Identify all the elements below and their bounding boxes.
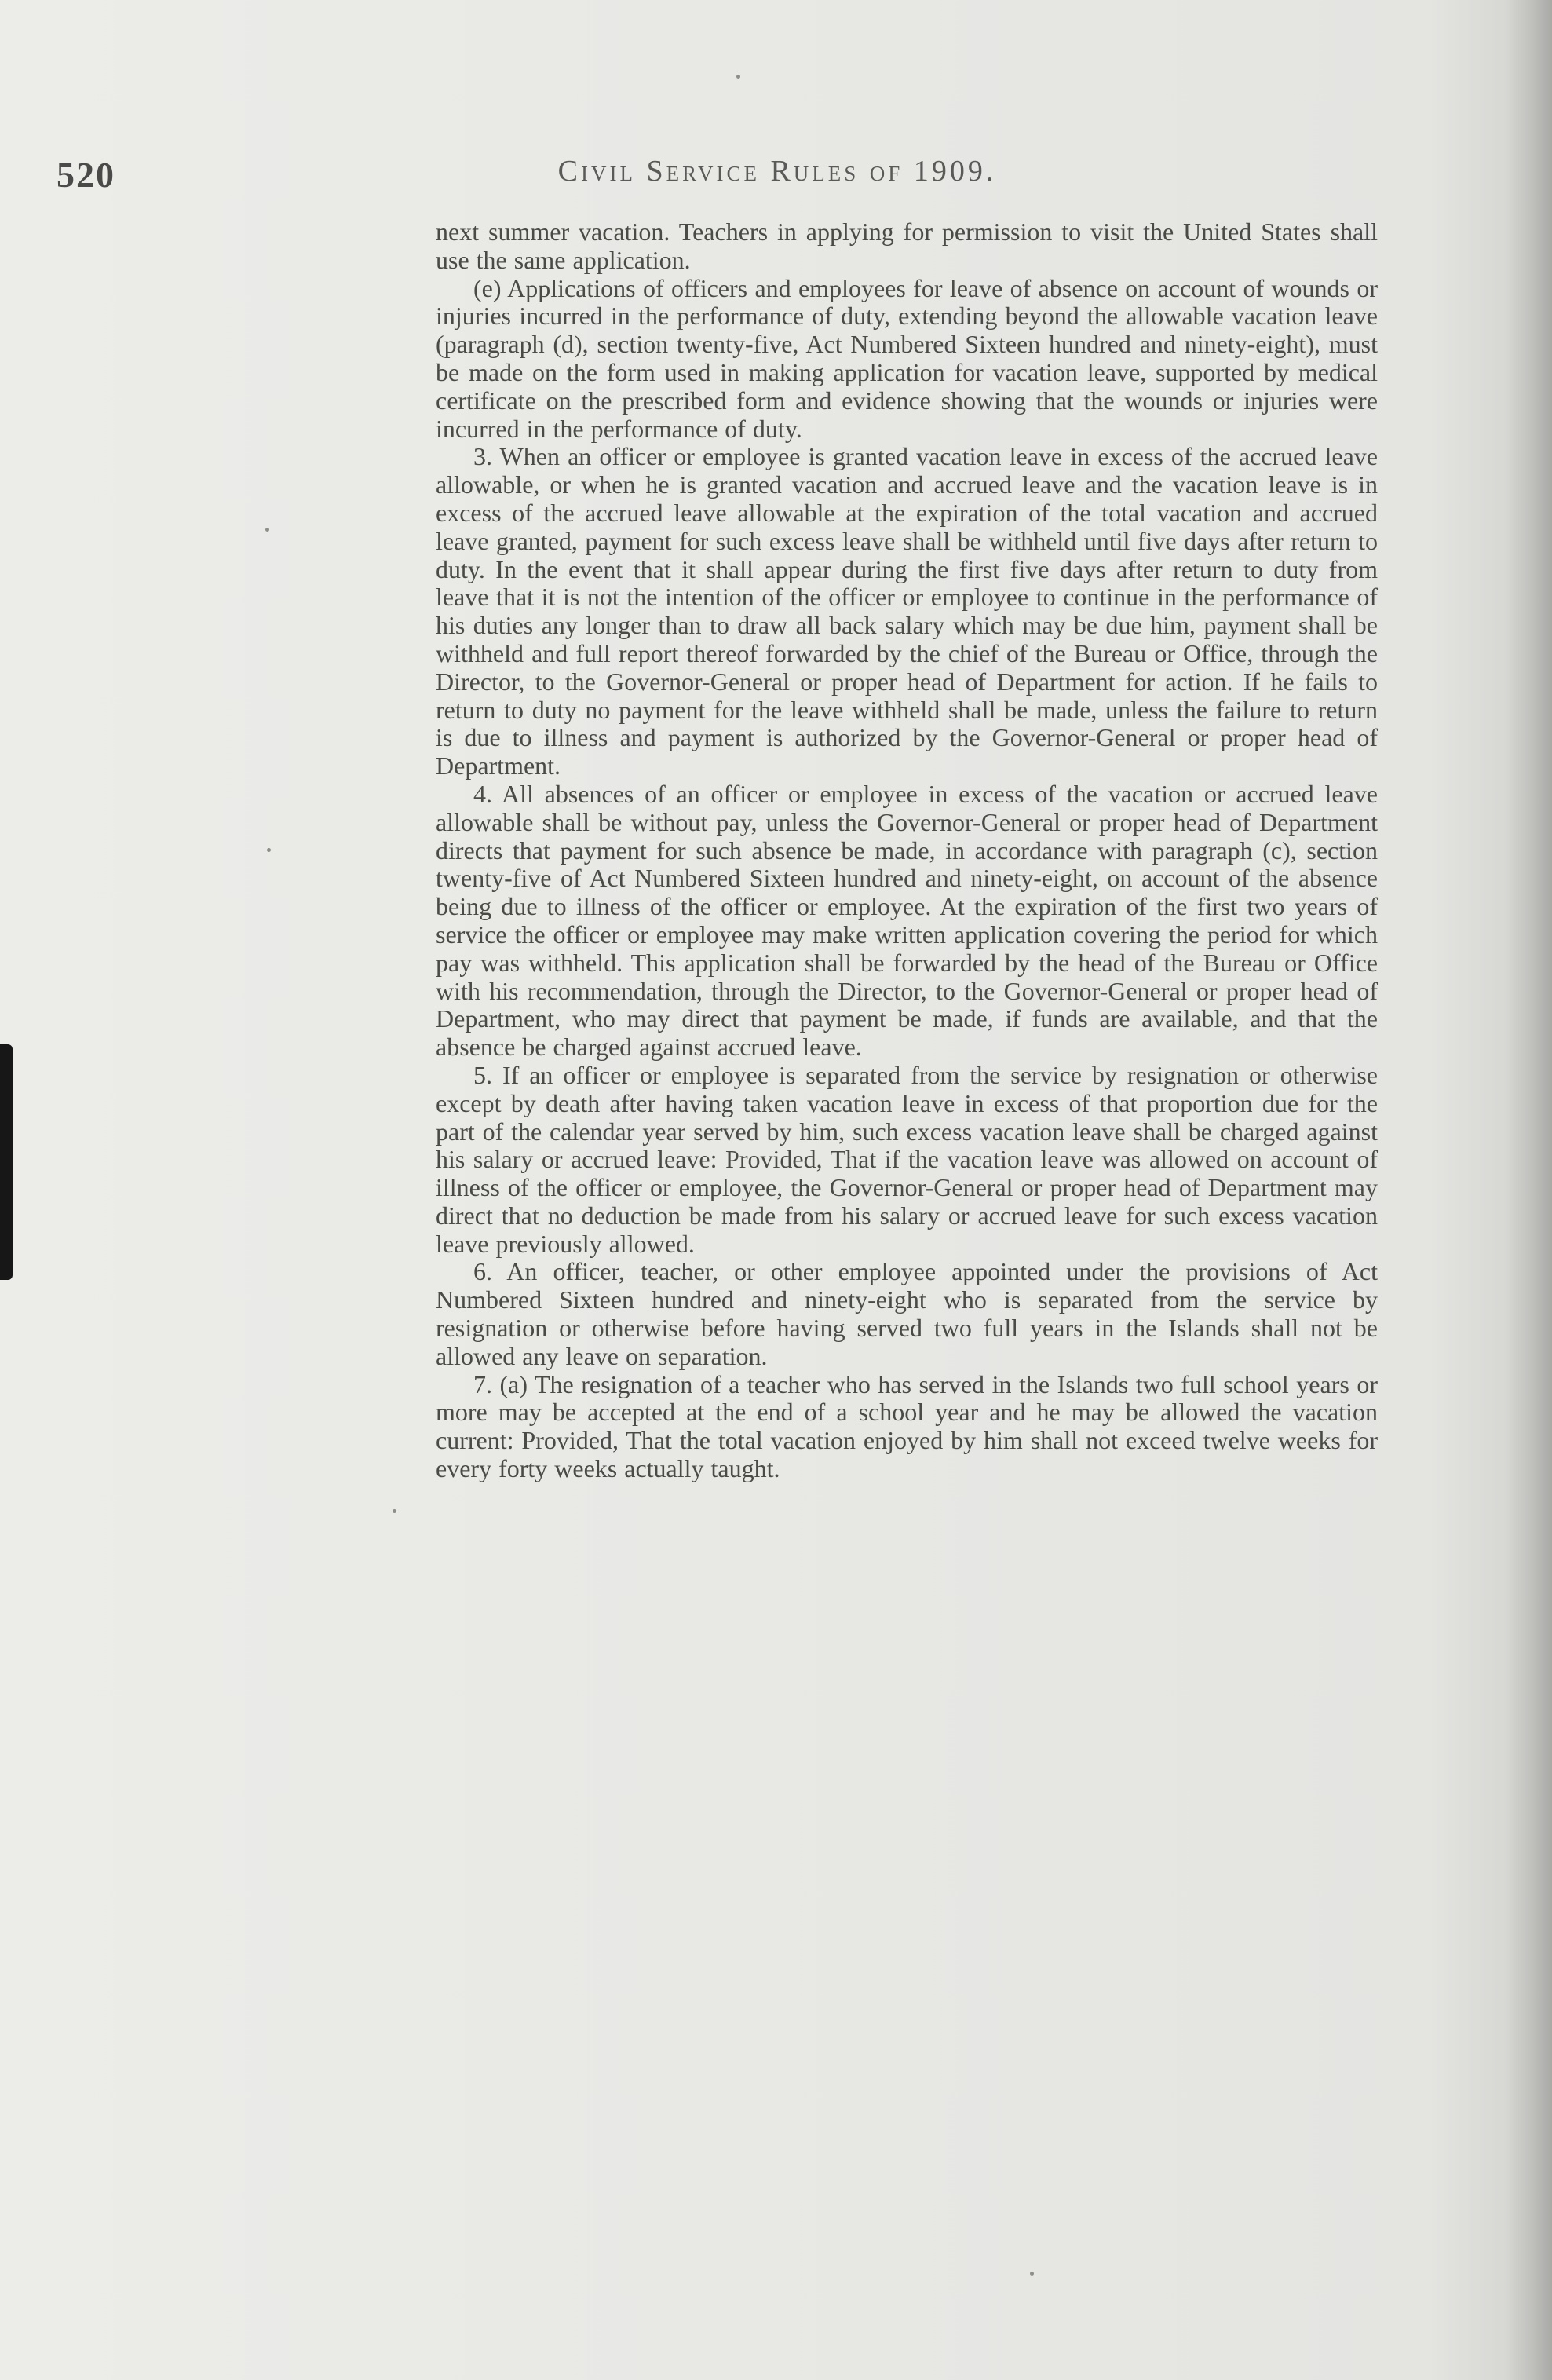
scan-speck: [736, 75, 740, 79]
paragraph: 5. If an officer or employee is separated from the service by resignation or otherwise except by death after having taken vacation leave in excess of that proportion due for the part of the calendar year served by him, such excess vacation leave shall be charged against his salary or accrued leave: Provided, That if the vacation leave was allowed on account of illness of the officer or employee, the Governor-General or proper head of Department may direct that no deduction be made from his salary or accrued leave for such excess vacation leave previously allowed.: [436, 1060, 1378, 1258]
scan-speck: [267, 848, 271, 852]
scan-speck: [393, 1509, 396, 1513]
paragraph: 6. An officer, teacher, or other employee appointed under the provisions of Act Numbered Sixteen hundred and ninety-eight who is separated from the service by resignation or otherwise before having served two full years in the Islands shall not be allowed any leave on separation.: [436, 1257, 1378, 1370]
paragraph: 3. When an officer or employee is granted vacation leave in excess of the accrued leave allowable, or when he is granted vacation and accrued leave and the vacation leave is in excess of the accrued leave allowable at the expiration of the total vacation and accrued leave granted, payment for such excess leave shall be withheld until five days after return to duty. In the event that it shall appear during the first five days after return to duty from leave that it is not the intention of the officer or employee to continue in the performance of his duties any longer than to draw all back salary which may be due him, payment shall be withheld and full report thereof forwarded by the chief of the Bureau or Office, through the Director, to the Governor-General or proper head of Department for action. If he fails to return to duty no payment for the leave withheld shall be made, unless the failure to return is due to illness and payment is authorized by the Governor-General or proper head of Department.: [436, 442, 1378, 781]
page-edge-mark: [0, 1044, 13, 1280]
body-text: [436, 218, 1378, 1483]
paragraph: 4. All absences of an officer or employee in excess of the vacation or accrued leave allowable shall be without pay, unless the Governor-General or proper head of Department directs that payment for such absence be made, in accordance with paragraph (c), section twenty-five of Act Numbered Sixteen hundred and ninety-eight, on account of the absence being due to illness of the officer or employee. At the expiration of the first two years of service the officer or employee may make written application covering the period for which pay was withheld. This application shall be forwarded by the head of the Bureau or Office with his recommendation, through the Director, to the Governor-General or proper head of Department, who may direct that payment be made, if funds are available, and that the absence be charged against accrued leave.: [436, 779, 1378, 1062]
paragraph: (e) Applications of officers and employees for leave of absence on account of wounds or injuries incurred in the performance of duty, extending beyond the allowable vacation leave (paragraph (d), section twenty-five, Act Numbered Sixteen hundred and ninety-eight), must be made on the form used in making application for vacation leave, supported by medical certificate on the prescribed form and evidence showing that the wounds or injuries were incurred in the performance of duty.: [436, 273, 1378, 443]
page-number: 520: [57, 155, 115, 195]
scan-speck: [265, 528, 269, 532]
running-head: Civil Service Rules of 1909.: [557, 155, 997, 188]
paragraph: 7. (a) The resignation of a teacher who has served in the Islands two full school years or more may be accepted at the end of a school year and he may be allowed the vacation current: Provided, That the total vacation enjoyed by him shall not exceed twelve weeks for every forty weeks actually taught.: [436, 1369, 1378, 1483]
scan-speck: [1030, 2272, 1034, 2276]
paragraph: next summer vacation. Teachers in applying for permission to visit the United States shall use the same application.: [436, 218, 1378, 274]
binding-shadow: [1505, 0, 1552, 2380]
